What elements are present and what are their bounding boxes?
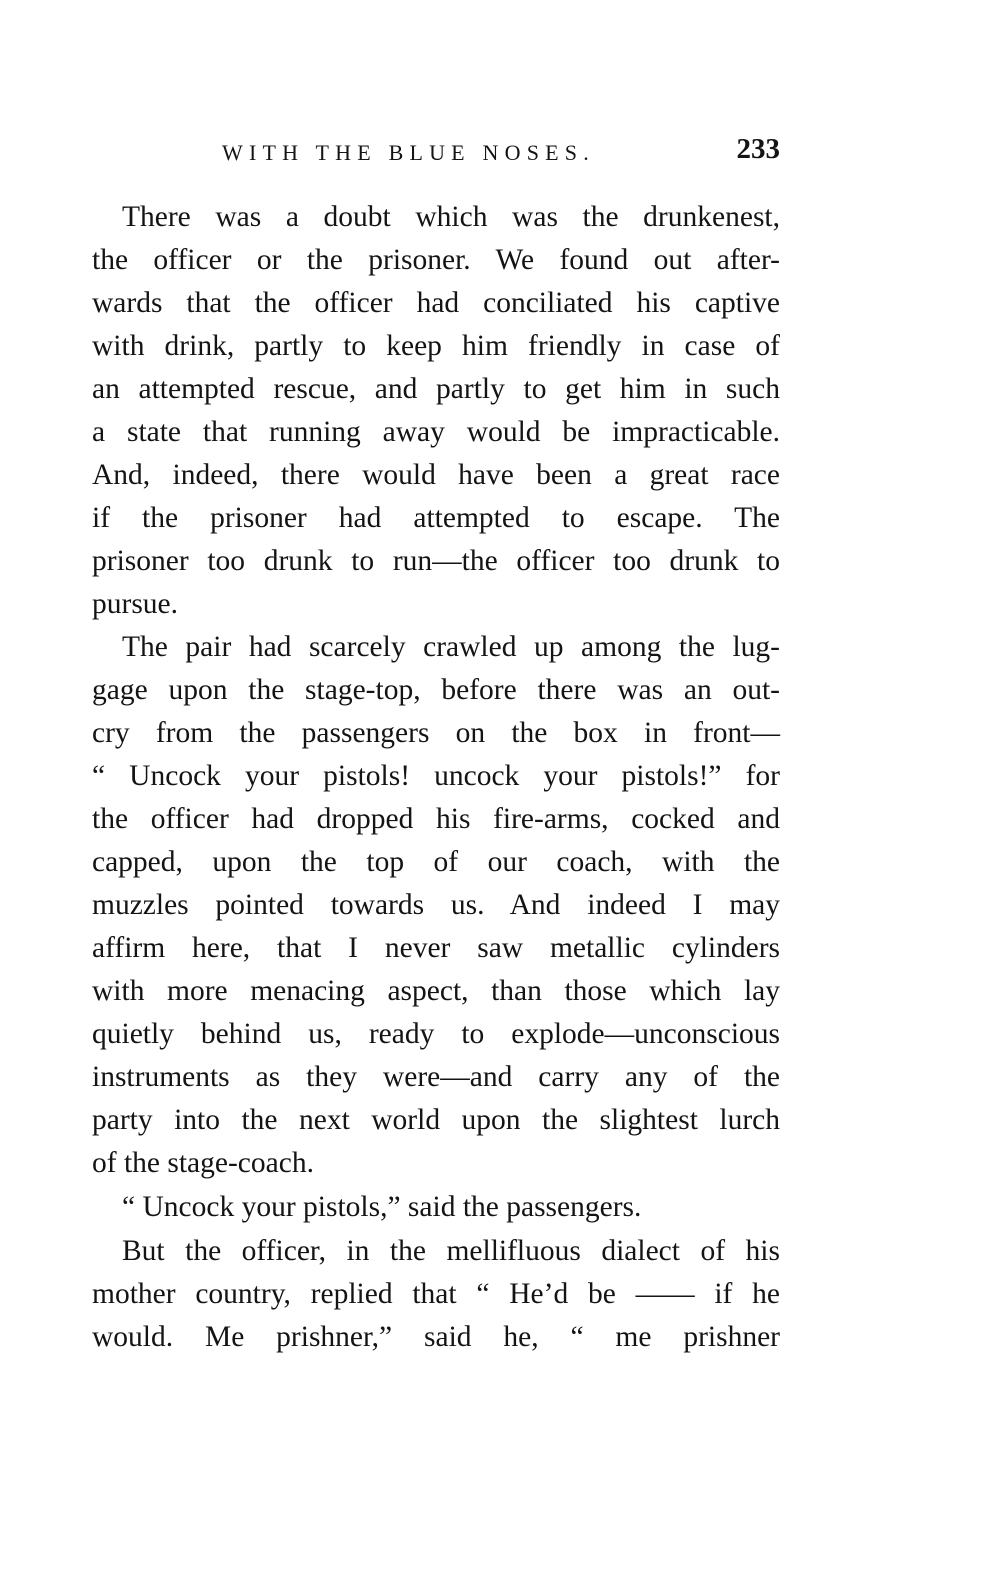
text-line: muzzles pointed towards us. And indeed I may — [92, 889, 780, 921]
text-line: capped, upon the top of our coach, with the — [92, 846, 780, 878]
text-line: with more menacing aspect, than those which lay — [92, 975, 780, 1007]
text-line: “ Uncock your pistols,” said the passengers. — [122, 1191, 642, 1223]
text-line: of the stage-coach. — [92, 1147, 314, 1179]
text-line: The pair had scarcely crawled up among the lug- — [122, 631, 780, 663]
text-line: the officer had dropped his fire-arms, cocked and — [92, 803, 780, 835]
text-line: “ Uncock your pistols! uncock your pistols!” for — [92, 760, 780, 792]
text-line: affirm here, that I never saw metallic cylinders — [92, 932, 780, 964]
text-line: the officer or the prisoner. We found out after- — [92, 244, 780, 276]
text-line: pursue. — [92, 588, 179, 620]
text-line: if the prisoner had attempted to escape. The — [92, 502, 780, 534]
page-number: 233 — [736, 133, 780, 165]
text-line: a state that running away would be impracticable. — [92, 416, 780, 448]
text-line: cry from the passengers on the box in front— — [92, 717, 780, 749]
text-line: would. Me prishner,” said he, “ me prishner — [92, 1321, 780, 1353]
text-line: gage upon the stage-top, before there was an out- — [92, 674, 780, 706]
text-line: There was a doubt which was the drunkenest, — [122, 201, 780, 233]
text-line: wards that the officer had conciliated his captive — [92, 287, 780, 319]
running-head — [92, 128, 780, 172]
text-line: party into the next world upon the slightest lurch — [92, 1104, 780, 1136]
text-line: And, indeed, there would have been a great race — [92, 459, 780, 491]
text-line: prisoner too drunk to run—the officer too drunk to — [92, 545, 780, 577]
text-line: an attempted rescue, and partly to get him in such — [92, 373, 780, 405]
text-line: But the officer, in the mellifluous dialect of his — [122, 1235, 780, 1267]
text-line: instruments as they were—and carry any of the — [92, 1061, 780, 1093]
running-title: WITH THE BLUE NOSES. — [222, 140, 595, 165]
text-line: mother country, replied that “ He’d be —— if he — [92, 1278, 780, 1310]
text-line: quietly behind us, ready to explode—unconscious — [92, 1018, 780, 1050]
text-line: with drink, partly to keep him friendly in case of — [92, 330, 780, 362]
